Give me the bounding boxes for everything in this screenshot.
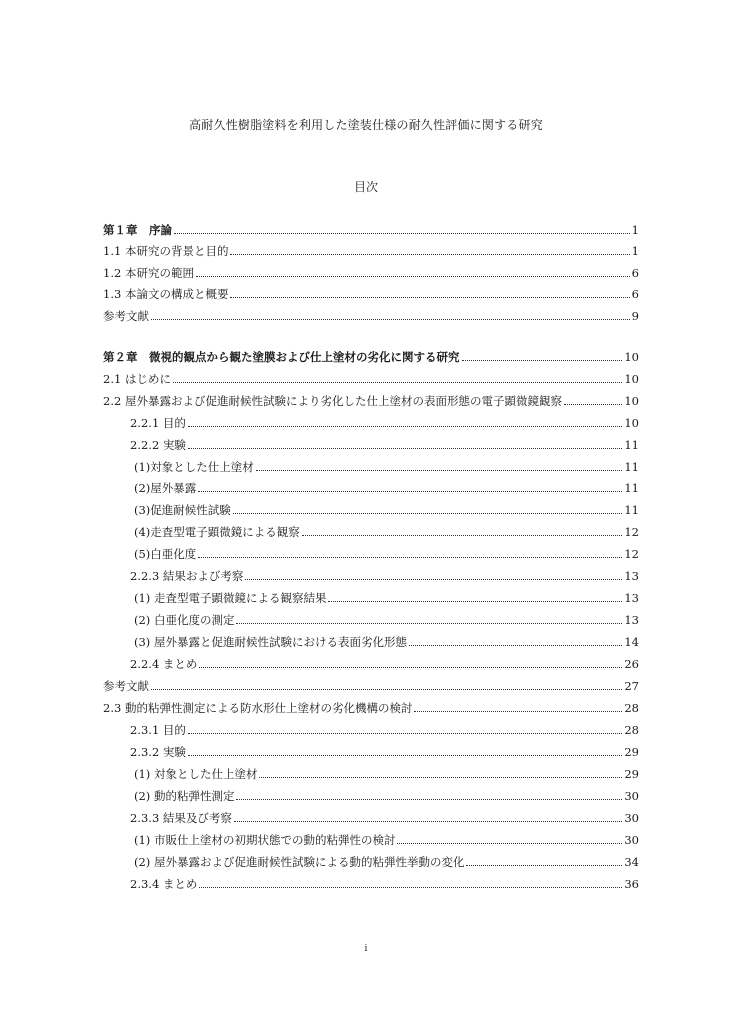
toc-dot-leader <box>462 360 623 361</box>
toc-entry-label: 1.2 本研究の範囲 <box>103 266 194 280</box>
toc-dot-leader <box>230 254 629 255</box>
toc-entry-page: 30 <box>624 833 639 847</box>
toc-entry-page: 13 <box>624 569 639 583</box>
toc-entry-label: 2.3 動的粘弾性測定による防水形仕上塗材の劣化機構の検討 <box>103 701 413 715</box>
toc-entry-page: 10 <box>624 350 639 364</box>
toc-entry-label: 2.2.4 まとめ <box>130 657 198 671</box>
toc-entry-label: 2.2.2 実験 <box>130 438 186 452</box>
toc-entry-page: 14 <box>624 635 639 649</box>
toc-dot-leader <box>188 733 622 734</box>
toc-dot-leader <box>236 623 622 624</box>
toc-entry <box>103 632 639 650</box>
toc-dot-leader <box>199 667 622 668</box>
toc-entry-label: 第２章 微視的観点から観た塗膜および仕上塗材の劣化に関する研究 <box>103 350 460 364</box>
toc-entry <box>103 220 639 238</box>
toc-entry <box>103 874 639 892</box>
toc-entry-page: 34 <box>624 855 639 869</box>
toc-entry-label: 2.1 はじめに <box>103 372 171 386</box>
toc-dot-leader <box>302 535 623 536</box>
toc-entry-label: 参考文献 <box>103 309 149 323</box>
toc-entry-label: 参考文献 <box>103 679 149 693</box>
toc-entry-label: (3)促進耐候性試験 <box>134 503 231 517</box>
toc-dot-leader <box>174 233 630 234</box>
toc-entry <box>103 263 639 281</box>
toc-entry <box>103 742 639 760</box>
toc-entry-page: 6 <box>631 266 639 280</box>
toc-entry-label: (4)走査型電子顕微鏡による観察 <box>134 525 300 539</box>
toc-entry-page: 27 <box>624 679 639 693</box>
toc-entry-label: (2)屋外暴露 <box>134 481 197 495</box>
toc-entry-label: (1)対象とした仕上塗材 <box>134 460 254 474</box>
toc-entry-page: 28 <box>624 723 639 737</box>
toc-dot-leader <box>564 404 622 405</box>
toc-entry-page: 13 <box>624 613 639 627</box>
page-number: i <box>364 944 368 954</box>
toc-entry-page: 28 <box>624 701 639 715</box>
toc-entry <box>103 478 639 496</box>
toc-dot-leader <box>328 601 622 602</box>
toc-entry <box>103 457 639 475</box>
toc-entry <box>103 284 639 302</box>
toc-entry <box>103 676 639 694</box>
toc-dot-leader <box>151 319 630 320</box>
toc-entry-label: 2.2 屋外暴露および促進耐候性試験により劣化した仕上塗材の表面形態の電子顕微鏡観察 <box>103 394 562 408</box>
toc-entry <box>103 764 639 782</box>
toc-entry-label: 2.2.3 結果および考察 <box>130 569 244 583</box>
toc-entry-page: 11 <box>624 481 639 495</box>
toc-dot-leader <box>245 579 622 580</box>
toc-entry <box>103 786 639 804</box>
toc-entry <box>103 654 639 672</box>
toc-entry <box>103 241 639 259</box>
toc-dot-leader <box>234 821 622 822</box>
toc-entry-page: 29 <box>624 745 639 759</box>
toc-entry-page: 12 <box>624 525 639 539</box>
toc-entry <box>103 544 639 562</box>
toc-entry <box>103 347 639 365</box>
toc-entry-label: (1) 対象とした仕上塗材 <box>134 767 258 781</box>
toc-entry <box>103 500 639 518</box>
toc-dot-leader <box>397 843 622 844</box>
toc-entry-page: 11 <box>624 438 639 452</box>
toc-dot-leader <box>230 297 629 298</box>
toc-entry-page: 1 <box>631 223 639 237</box>
toc-dot-leader <box>198 491 622 492</box>
toc-entry-label: 1.1 本研究の背景と目的 <box>103 244 229 258</box>
toc-dot-leader <box>199 887 622 888</box>
toc-dot-leader <box>236 799 622 800</box>
toc-dot-leader <box>256 470 623 471</box>
toc-entry <box>103 566 639 584</box>
toc-entry <box>103 852 639 870</box>
toc-dot-leader <box>409 645 622 646</box>
toc-entry <box>103 808 639 826</box>
toc-entry <box>103 610 639 628</box>
toc-dot-leader <box>188 755 622 756</box>
toc-entry-label: (5)白亜化度 <box>134 547 197 561</box>
toc-dot-leader <box>259 777 622 778</box>
document-title: 高耐久性樹脂塗料を利用した塗装仕様の耐久性評価に関する研究 <box>189 118 543 132</box>
toc-entry-page: 12 <box>624 547 639 561</box>
toc-entry-label: 2.2.1 目的 <box>130 416 186 430</box>
toc-entry-label: 1.3 本論文の構成と概要 <box>103 287 229 301</box>
toc-entry <box>103 830 639 848</box>
toc-entry-label: 2.3.3 結果及び考察 <box>130 811 232 825</box>
toc-dot-leader <box>414 711 622 712</box>
toc-dot-leader <box>196 276 630 277</box>
toc-entry-label: (3) 屋外暴露と促進耐候性試験における表面劣化形態 <box>134 635 407 649</box>
toc-entry-page: 10 <box>624 416 639 430</box>
toc-entry <box>103 435 639 453</box>
toc-entry-label: (2) 屋外暴露および促進耐候性試験による動的粘弾性挙動の変化 <box>134 855 465 869</box>
toc-entry-page: 11 <box>624 460 639 474</box>
toc-entry-page: 9 <box>631 309 639 323</box>
toc-dot-leader <box>173 382 622 383</box>
toc-entry-label: (2) 動的粘弾性測定 <box>134 789 235 803</box>
toc-entry-page: 1 <box>631 244 639 258</box>
toc-entry-label: 2.3.1 目的 <box>130 723 186 737</box>
toc-entry <box>103 720 639 738</box>
toc-entry-page: 6 <box>631 287 639 301</box>
toc-entry-page: 13 <box>624 591 639 605</box>
toc-entry-page: 11 <box>624 503 639 517</box>
toc-entry-page: 36 <box>624 877 639 891</box>
toc-dot-leader <box>188 426 622 427</box>
toc-dot-leader <box>188 448 622 449</box>
toc-entry-label: (2) 白亜化度の測定 <box>134 613 235 627</box>
toc-entry-label: 2.3.2 実験 <box>130 745 186 759</box>
toc-entry-label: (1) 市販仕上塗材の初期状態での動的粘弾性の検討 <box>134 833 396 847</box>
toc-entry-page: 29 <box>624 767 639 781</box>
toc-dot-leader <box>151 689 622 690</box>
toc-entry-page: 10 <box>624 372 639 386</box>
toc-dot-leader <box>466 865 622 866</box>
toc-entry <box>103 391 639 409</box>
toc-entry <box>103 369 639 387</box>
toc-entry <box>103 588 639 606</box>
toc-entry <box>103 306 639 324</box>
toc-entry <box>103 413 639 431</box>
toc-entry-page: 10 <box>624 394 639 408</box>
toc-entry-page: 26 <box>624 657 639 671</box>
toc-entry-page: 30 <box>624 789 639 803</box>
toc-entry-label: 2.3.4 まとめ <box>130 877 198 891</box>
toc-heading: 目次 <box>353 180 378 194</box>
toc-dot-leader <box>198 557 622 558</box>
toc-entry <box>103 522 639 540</box>
toc-entry-label: 第１章 序論 <box>103 223 172 237</box>
toc-entry-label: (1) 走査型電子顕微鏡による観察結果 <box>134 591 327 605</box>
toc-dot-leader <box>233 513 623 514</box>
toc-entry <box>103 698 639 716</box>
toc-entry-page: 30 <box>624 811 639 825</box>
